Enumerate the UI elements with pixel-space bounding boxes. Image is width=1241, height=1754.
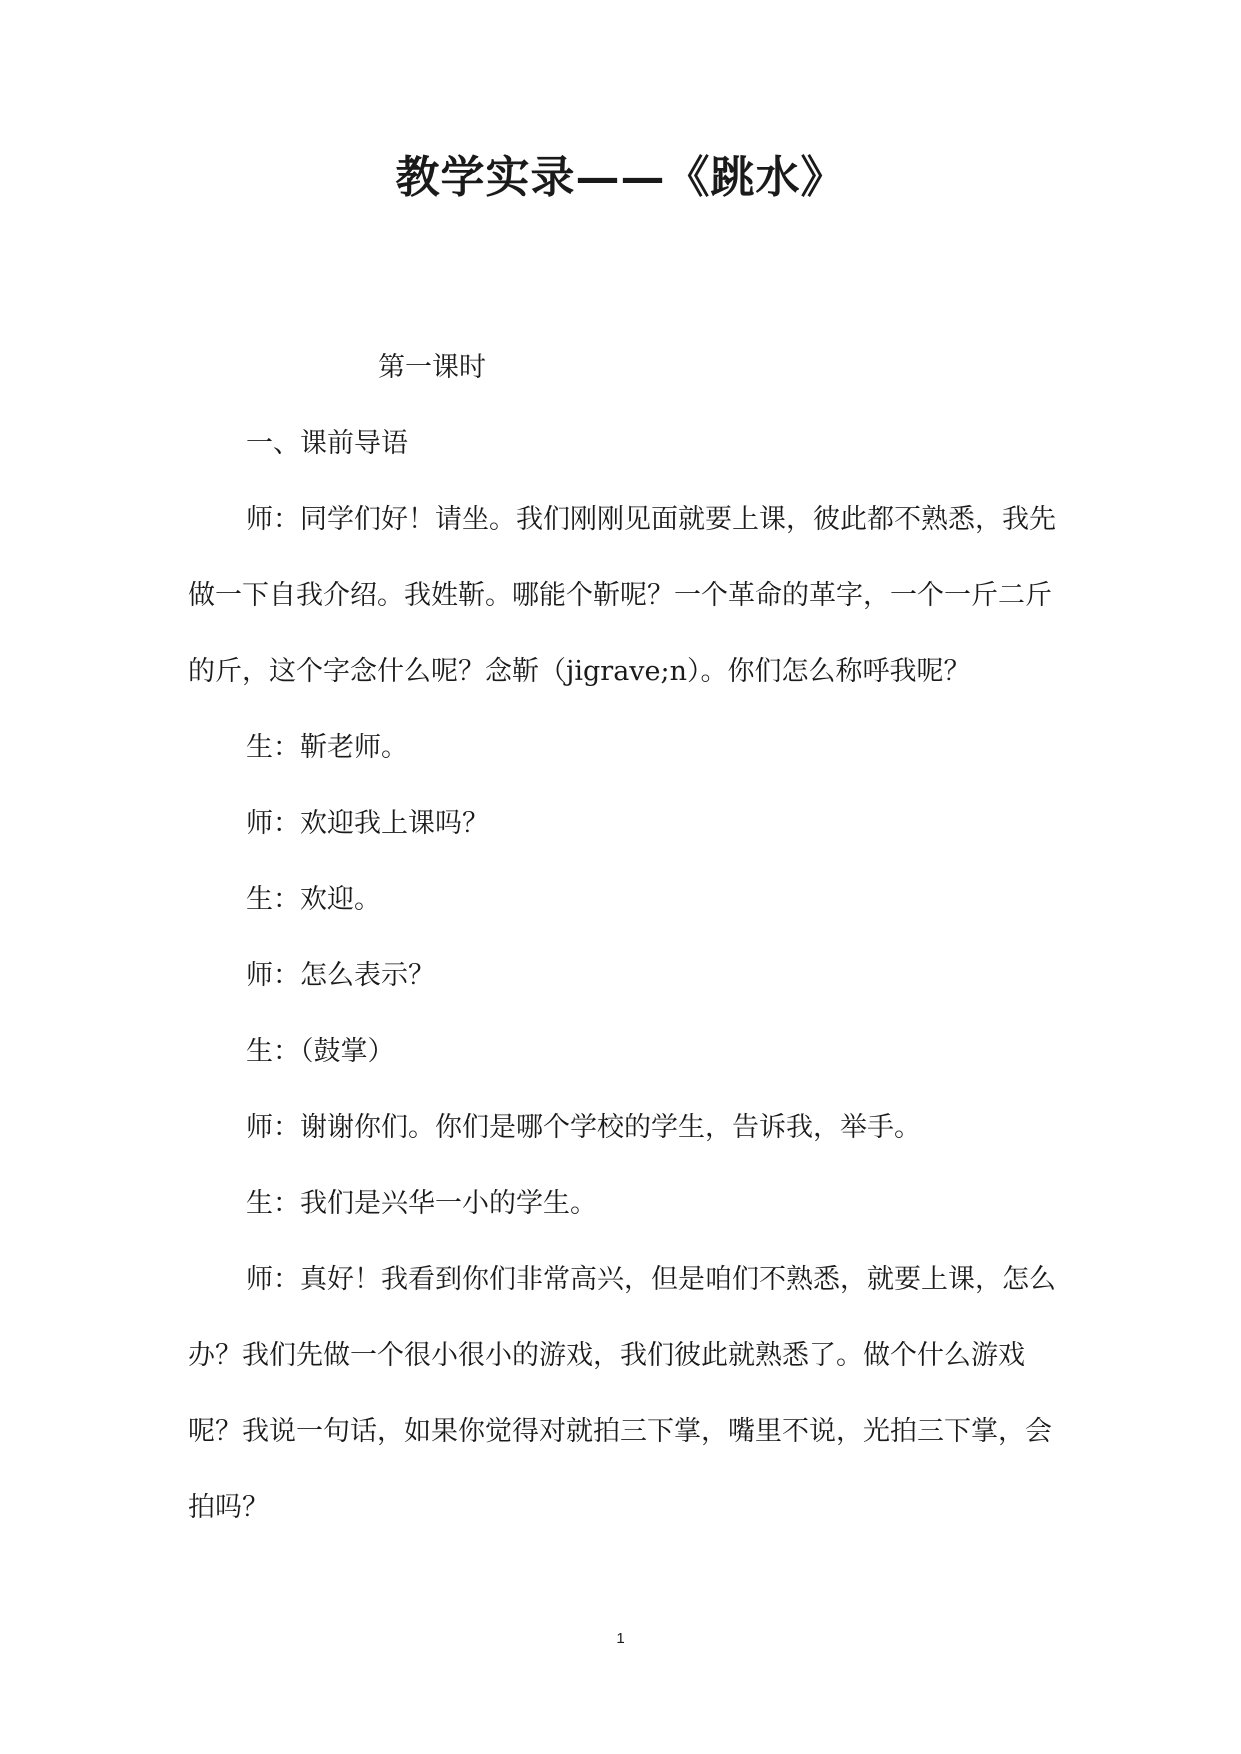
document-body	[188, 330, 1068, 1546]
paragraph: 师：同学们好！请坐。我们刚刚见面就要上课，彼此都不熟悉，我先做一下自我介绍。我姓靳。哪能个靳呢？一个革命的革字，一个一斤二斤的斤，这个字念什么呢？念靳（jigrave;n）。你们怎么称呼我呢？	[188, 504, 1056, 687]
document-title: 教学实录——《跳水》	[395, 152, 846, 203]
paragraph: 生：我们是兴华一小的学生。	[246, 1188, 597, 1219]
lesson-label: 第一课时	[378, 352, 486, 383]
paragraph: 生：靳老师。	[246, 732, 408, 763]
section-heading: 一、课前导语	[246, 428, 408, 459]
paragraph: 师：谢谢你们。你们是哪个学校的学生，告诉我，举手。	[246, 1112, 921, 1143]
paragraph: 师：真好！我看到你们非常高兴，但是咱们不熟悉，就要上课，怎么办？我们先做一个很小很小的游戏，我们彼此就熟悉了。做个什么游戏呢？我说一句话，如果你觉得对就拍三下掌，嘴里不说，光拍三下掌，会拍吗？	[188, 1264, 1056, 1523]
paragraph: 生：（鼓掌）	[246, 1036, 395, 1067]
paragraph: 师：欢迎我上课吗？	[246, 808, 489, 839]
page-number: 1	[616, 1630, 625, 1647]
paragraph: 生：欢迎。	[246, 884, 381, 915]
paragraph: 师：怎么表示？	[246, 960, 435, 991]
